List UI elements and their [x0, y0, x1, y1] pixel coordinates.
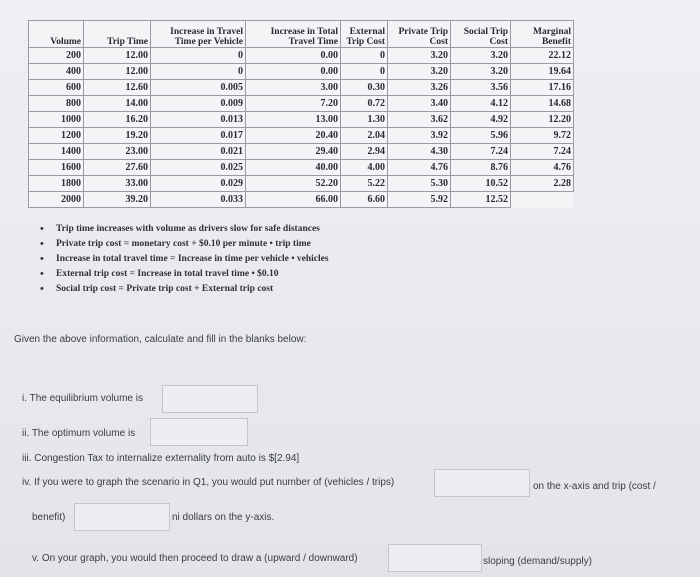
optimum-volume-input[interactable] — [150, 418, 248, 446]
x-axis-unit-input[interactable] — [434, 469, 530, 497]
cell: 0.00 — [246, 64, 341, 80]
list-item: • External trip cost = Increase in total travel time • $0.10 — [40, 267, 329, 282]
cell: 5.22 — [341, 176, 388, 192]
cell: 14.00 — [84, 96, 151, 112]
cell: 0 — [151, 48, 246, 64]
cell: 19.64 — [511, 64, 574, 80]
cell: 12.52 — [451, 192, 511, 208]
cell: 5.92 — [388, 192, 451, 208]
cell: 16.20 — [84, 112, 151, 128]
cell: 3.40 — [388, 96, 451, 112]
cell: 0.029 — [151, 176, 246, 192]
cell: 0.033 — [151, 192, 246, 208]
cell: 66.00 — [246, 192, 341, 208]
cell: 3.20 — [388, 48, 451, 64]
cell: 2.94 — [341, 144, 388, 160]
cell: 0.025 — [151, 160, 246, 176]
cell: 0.00 — [246, 48, 341, 64]
question-1-label: i. The equilibrium volume is — [22, 393, 143, 404]
table-row — [29, 144, 574, 160]
question-4-y-axis: ni dollars on the y-axis. — [172, 512, 275, 523]
header-marginal-benefit: Marginal Benefit — [511, 21, 574, 48]
cell: 0.021 — [151, 144, 246, 160]
cell: 1600 — [29, 160, 84, 176]
cell: 3.20 — [451, 64, 511, 80]
cell: 14.68 — [511, 96, 574, 112]
list-item: • Trip time increases with volume as drivers slow for safe distances — [40, 222, 329, 237]
cell: 4.76 — [388, 160, 451, 176]
cell: 1400 — [29, 144, 84, 160]
cell-empty — [511, 192, 574, 208]
cell: 3.26 — [388, 80, 451, 96]
table-row — [29, 112, 574, 128]
cell: 2.28 — [511, 176, 574, 192]
cell: 0 — [341, 64, 388, 80]
question-2-label: ii. The optimum volume is — [22, 428, 136, 439]
cell: 12.00 — [84, 48, 151, 64]
cell: 10.52 — [451, 176, 511, 192]
table-header-row — [29, 21, 574, 48]
table-row — [29, 48, 574, 64]
cell: 2.04 — [341, 128, 388, 144]
header-increase-travel-time: Increase in Travel Time per Vehicle — [151, 21, 246, 48]
list-item: • Increase in total travel time = Increase in time per vehicle • vehicles — [40, 252, 329, 267]
cell: 1000 — [29, 112, 84, 128]
cell: 29.40 — [246, 144, 341, 160]
cell: 5.30 — [388, 176, 451, 192]
header-social-trip-cost: Social Trip Cost — [451, 21, 511, 48]
cell: 2000 — [29, 192, 84, 208]
table-row — [29, 64, 574, 80]
cell: 5.96 — [451, 128, 511, 144]
question-4-benefit: benefit) — [32, 512, 66, 523]
cell: 0 — [151, 64, 246, 80]
cell: 7.24 — [451, 144, 511, 160]
cell: 4.12 — [451, 96, 511, 112]
cell: 0.30 — [341, 80, 388, 96]
cell: 39.20 — [84, 192, 151, 208]
question-4-continued: on the x-axis and trip (cost / — [533, 481, 656, 492]
definitions-list — [40, 222, 329, 297]
table-row — [29, 160, 574, 176]
equilibrium-volume-input[interactable] — [162, 385, 258, 413]
cell: 17.16 — [511, 80, 574, 96]
cell: 4.92 — [451, 112, 511, 128]
question-5-label: v. On your graph, you would then proceed to draw a (upward / downward) — [32, 553, 358, 564]
cell: 4.00 — [341, 160, 388, 176]
cell: 1800 — [29, 176, 84, 192]
cell: 400 — [29, 64, 84, 80]
cell: 0.017 — [151, 128, 246, 144]
cell: 52.20 — [246, 176, 341, 192]
cell: 4.76 — [511, 160, 574, 176]
cell: 7.24 — [511, 144, 574, 160]
table-row — [29, 176, 574, 192]
table-row — [29, 96, 574, 112]
y-axis-unit-input[interactable] — [74, 503, 170, 531]
cell: 3.92 — [388, 128, 451, 144]
cell: 4.30 — [388, 144, 451, 160]
cell: 3.62 — [388, 112, 451, 128]
cell: 200 — [29, 48, 84, 64]
table-row — [29, 192, 574, 208]
cell: 12.20 — [511, 112, 574, 128]
question-4-label: iv. If you were to graph the scenario in Q1, you would put number of (vehicles / trips) — [22, 477, 395, 488]
cell: 0 — [341, 48, 388, 64]
cell: 7.20 — [246, 96, 341, 112]
table-row — [29, 128, 574, 144]
cell: 0.005 — [151, 80, 246, 96]
cell: 27.60 — [84, 160, 151, 176]
cell: 8.76 — [451, 160, 511, 176]
header-private-trip-cost: Private Trip Cost — [388, 21, 451, 48]
cell: 0.72 — [341, 96, 388, 112]
cell: 3.20 — [451, 48, 511, 64]
cell: 600 — [29, 80, 84, 96]
cell: 0.013 — [151, 112, 246, 128]
cell: 19.20 — [84, 128, 151, 144]
cell: 1.30 — [341, 112, 388, 128]
cell: 12.60 — [84, 80, 151, 96]
cell: 22.12 — [511, 48, 574, 64]
cell: 13.00 — [246, 112, 341, 128]
list-item: • Social trip cost = Private trip cost + External trip cost — [40, 282, 329, 297]
header-increase-total-travel-time: Increase in Total Travel Time — [246, 21, 341, 48]
table-row — [29, 80, 574, 96]
cell: 3.20 — [388, 64, 451, 80]
question-3-label: iii. Congestion Tax to internalize externality from auto is $[2.94] — [22, 453, 300, 464]
data-table — [28, 20, 574, 208]
header-external-trip-cost: External Trip Cost — [341, 21, 388, 48]
cell: 6.60 — [341, 192, 388, 208]
cell: 800 — [29, 96, 84, 112]
cell: 33.00 — [84, 176, 151, 192]
cell: 9.72 — [511, 128, 574, 144]
cell: 20.40 — [246, 128, 341, 144]
header-trip-time: Trip Time — [84, 21, 151, 48]
cell: 1200 — [29, 128, 84, 144]
instruction-text: Given the above information, calculate and fill in the blanks below: — [14, 334, 307, 345]
cell: 23.00 — [84, 144, 151, 160]
cell: 3.56 — [451, 80, 511, 96]
slope-direction-input[interactable] — [388, 544, 482, 572]
header-volume: Volume — [29, 21, 84, 48]
cell: 0.009 — [151, 96, 246, 112]
cell: 40.00 — [246, 160, 341, 176]
list-item: • Private trip cost = monetary cost + $0.10 per minute • trip time — [40, 237, 329, 252]
question-5-continued: sloping (demand/supply) — [483, 556, 592, 567]
cell: 12.00 — [84, 64, 151, 80]
cell: 3.00 — [246, 80, 341, 96]
